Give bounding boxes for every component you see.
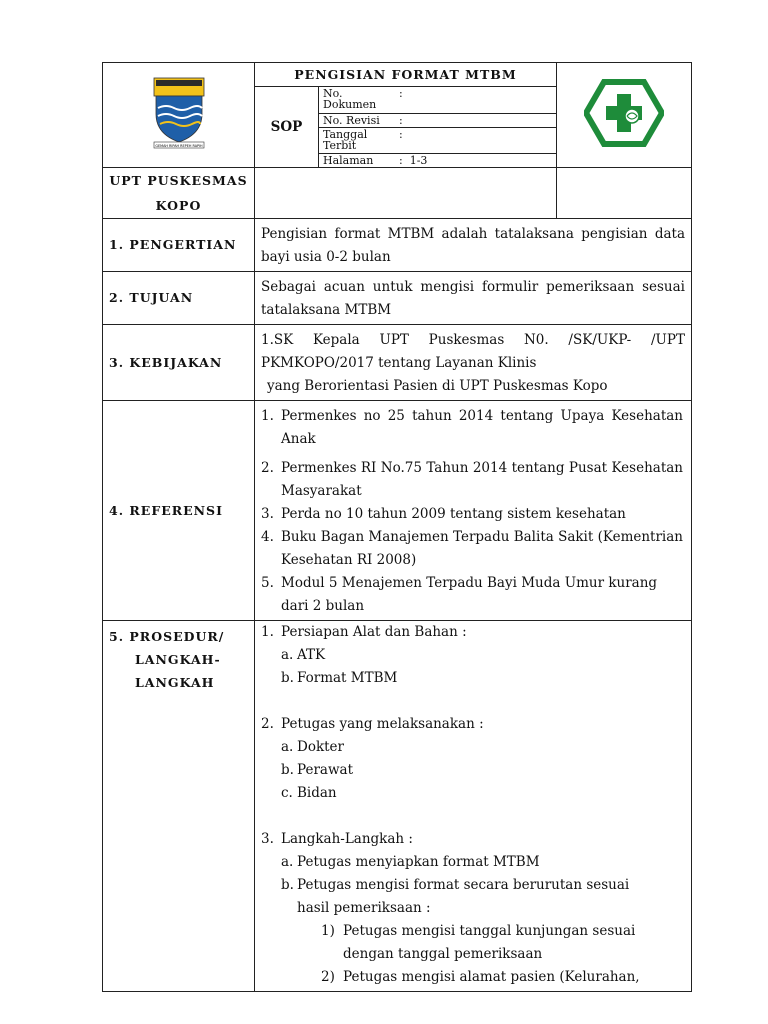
- section-prosedur-content: [255, 620, 692, 991]
- step-3-item-a: a. Petugas menyiapkan format MTBM: [281, 853, 540, 870]
- section-kebijakan-text: [255, 324, 692, 400]
- meta-key-no-dokumen: No. Dokumen: [319, 87, 395, 113]
- section-label-referensi: 4. REFERENSI: [103, 400, 255, 620]
- section-pengertian-text: Pengisian format MTBM adalah tatalaksana pengisian data bayi usia 0-2 bulan: [255, 218, 692, 271]
- logo-left-cell: [103, 63, 255, 168]
- step-1-item: b. Format MTBM: [281, 669, 398, 686]
- meta-value-no-dokumen: :: [395, 87, 556, 113]
- org-empty-cell: [255, 167, 557, 218]
- step-3-subitem: 1) Petugas mengisi tanggal kunjungan sesuai dengan tanggal pemeriksaan: [321, 922, 636, 962]
- section-label-kebijakan: 3. KEBIJAKAN: [103, 324, 255, 400]
- section-label-prosedur: 5. PROSEDUR/ LANGKAH- LANGKAH: [103, 620, 255, 991]
- kebijakan-line-2: yang Berorientasi Pasien di UPT Puskesmas Kopo: [267, 377, 608, 394]
- ref-item: 2. Permenkes RI No.75 Tahun 2014 tentang Pusat Kesehatan Masyarakat: [261, 459, 683, 499]
- step-2-item: c. Bidan: [281, 784, 337, 801]
- document-title: PENGISIAN FORMAT MTBM: [255, 63, 557, 87]
- puskesmas-logo-icon: [584, 78, 664, 148]
- step-2-item: a. Dokter: [281, 738, 344, 755]
- section-tujuan-text: Sebagai acuan untuk mengisi formulir pemeriksaan sesuai tatalaksana MTBM: [255, 271, 692, 324]
- meta-key-no-revisi: No. Revisi: [319, 113, 395, 127]
- meta-value-tanggal-terbit: :: [395, 127, 556, 153]
- ref-item: 5. Modul 5 Menajemen Terpadu Bayi Muda Umur kurang dari 2 bulan: [261, 574, 658, 614]
- ref-item: 4. Buku Bagan Manajemen Terpadu Balita Sakit (Kementrian Kesehatan RI 2008): [261, 528, 683, 568]
- kebijakan-line-1: 1.SK Kepala UPT Puskesmas N0. /SK/UKP- /UPT PKMKOPO/2017 tentang Layanan Klinis: [261, 331, 685, 371]
- step-3-title: 3. Langkah-Langkah :: [261, 830, 413, 847]
- city-emblem-icon: [146, 74, 212, 152]
- sop-label: SOP: [255, 87, 319, 168]
- sop-table: [102, 62, 692, 992]
- meta-value-no-revisi: :: [395, 113, 556, 127]
- step-3-item-b: b. Petugas mengisi format secara berurutan sesuai hasil pemeriksaan :: [281, 876, 630, 916]
- logo-right-cell: [557, 63, 692, 168]
- meta-key-halaman: Halaman: [323, 153, 374, 167]
- ref-item: 3. Perda no 10 tahun 2009 tentang sistem kesehatan: [261, 505, 626, 522]
- step-3-subitem: 2) Petugas mengisi alamat pasien (Kelurahan,: [321, 968, 640, 985]
- ref-item: 1. Permenkes no 25 tahun 2014 tentang Upaya Kesehatan Anak: [261, 407, 683, 447]
- org-empty-cell-right: [557, 167, 692, 218]
- step-2-item: b. Perawat: [281, 761, 353, 778]
- step-2-title: 2. Petugas yang melaksanakan :: [261, 715, 484, 732]
- meta-table: [319, 87, 556, 167]
- org-name: UPT PUSKESMAS KOPO: [103, 167, 255, 218]
- step-1-item: a. ATK: [281, 646, 326, 663]
- section-label-tujuan: 2. TUJUAN: [103, 271, 255, 324]
- emblem-motto: GEMAH RIPAH REPEH RAPIH: [154, 143, 203, 148]
- meta-key-tanggal-terbit: Tanggal Terbit: [319, 127, 395, 153]
- document-meta: [319, 87, 557, 168]
- section-label-pengertian: 1. PENGERTIAN: [103, 218, 255, 271]
- meta-value-halaman: : 1-3: [399, 153, 428, 167]
- step-1-title: 1. Persiapan Alat dan Bahan :: [261, 623, 467, 640]
- sop-document: [102, 62, 691, 992]
- section-referensi-list: [255, 400, 692, 620]
